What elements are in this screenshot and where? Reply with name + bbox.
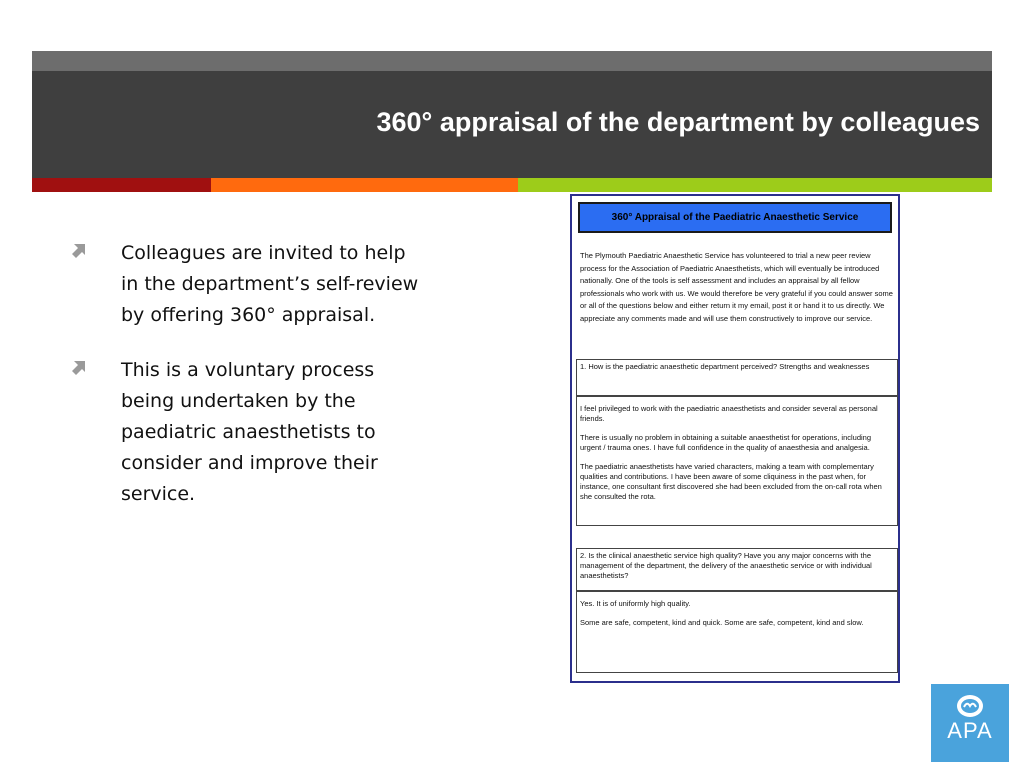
arrow-bullet-icon [70, 240, 90, 260]
answer-paragraph: Yes. It is of uniformly high quality. [580, 599, 691, 608]
form-question-1: 1. How is the paediatric anaesthetic department perceived? Strengths and weaknesses [576, 359, 898, 396]
arrow-bullet-icon [70, 357, 90, 377]
bullet-text: This is a voluntary process being undertaken by the paediatric anaesthetists to consider and improve their service. [121, 359, 378, 505]
answer-paragraph: Some are safe, competent, kind and quick. Some are safe, competent, kind and slow. [580, 618, 864, 627]
accent-stripe-red [32, 178, 211, 192]
appraisal-form-image [570, 194, 900, 683]
header-top-band [32, 51, 992, 71]
answer-paragraph: I feel privileged to work with the paediatric anaesthetists and consider several as personal friends. [580, 404, 878, 423]
bullet-item [70, 355, 420, 510]
form-title: 360° Appraisal of the Paediatric Anaesthetic Service [578, 202, 892, 233]
bullet-item [70, 238, 420, 331]
accent-stripe-orange [211, 178, 518, 192]
slide-title: 360° appraisal of the department by colleagues [376, 107, 980, 137]
form-intro: The Plymouth Paediatric Anaesthetic Service has volunteered to trial a new peer review process for the Association of Paediatric Anaesthetists, which will eventually be introduced nationally. One of the tools is self assessment and includes an appraisal by all fellow professionals who work with us. We would therefore be very grateful if you could answer some or all of the questions below and either return it my email, post it or hand it to us directly. We appreciate any comments made and will use them constructively to improve our service. [580, 251, 893, 323]
bullet-text: Colleagues are invited to help in the department’s self-review by offering 360° appraisal. [121, 242, 419, 326]
bullet-list [70, 238, 420, 534]
answer-paragraph: There is usually no problem in obtaining a suitable anaesthetist for operations, including urgent / trauma ones. I have full confidence in the quality of anaesthesia and analgesia. [580, 433, 872, 452]
form-question-2: 2. Is the clinical anaesthetic service high quality? Have you any major concerns with the management of the department, the delivery of the anaesthetic service or with individual anaesthetists? [576, 548, 898, 591]
form-answer-2 [576, 591, 898, 673]
apa-logo [931, 684, 1009, 762]
answer-paragraph: The paediatric anaesthetists have varied characters, making a team with complementary qualities and contributions. I have been aware of some cliquiness in the past when, for instance, one consultant first discovered she had been excluded from the on-call rota when she consulted the rota. [580, 462, 882, 501]
title-bar [32, 71, 992, 178]
apa-emblem-icon [931, 688, 1009, 722]
form-answer-1 [576, 396, 898, 526]
logo-text: APA [947, 718, 993, 743]
accent-stripe-green [518, 178, 992, 192]
